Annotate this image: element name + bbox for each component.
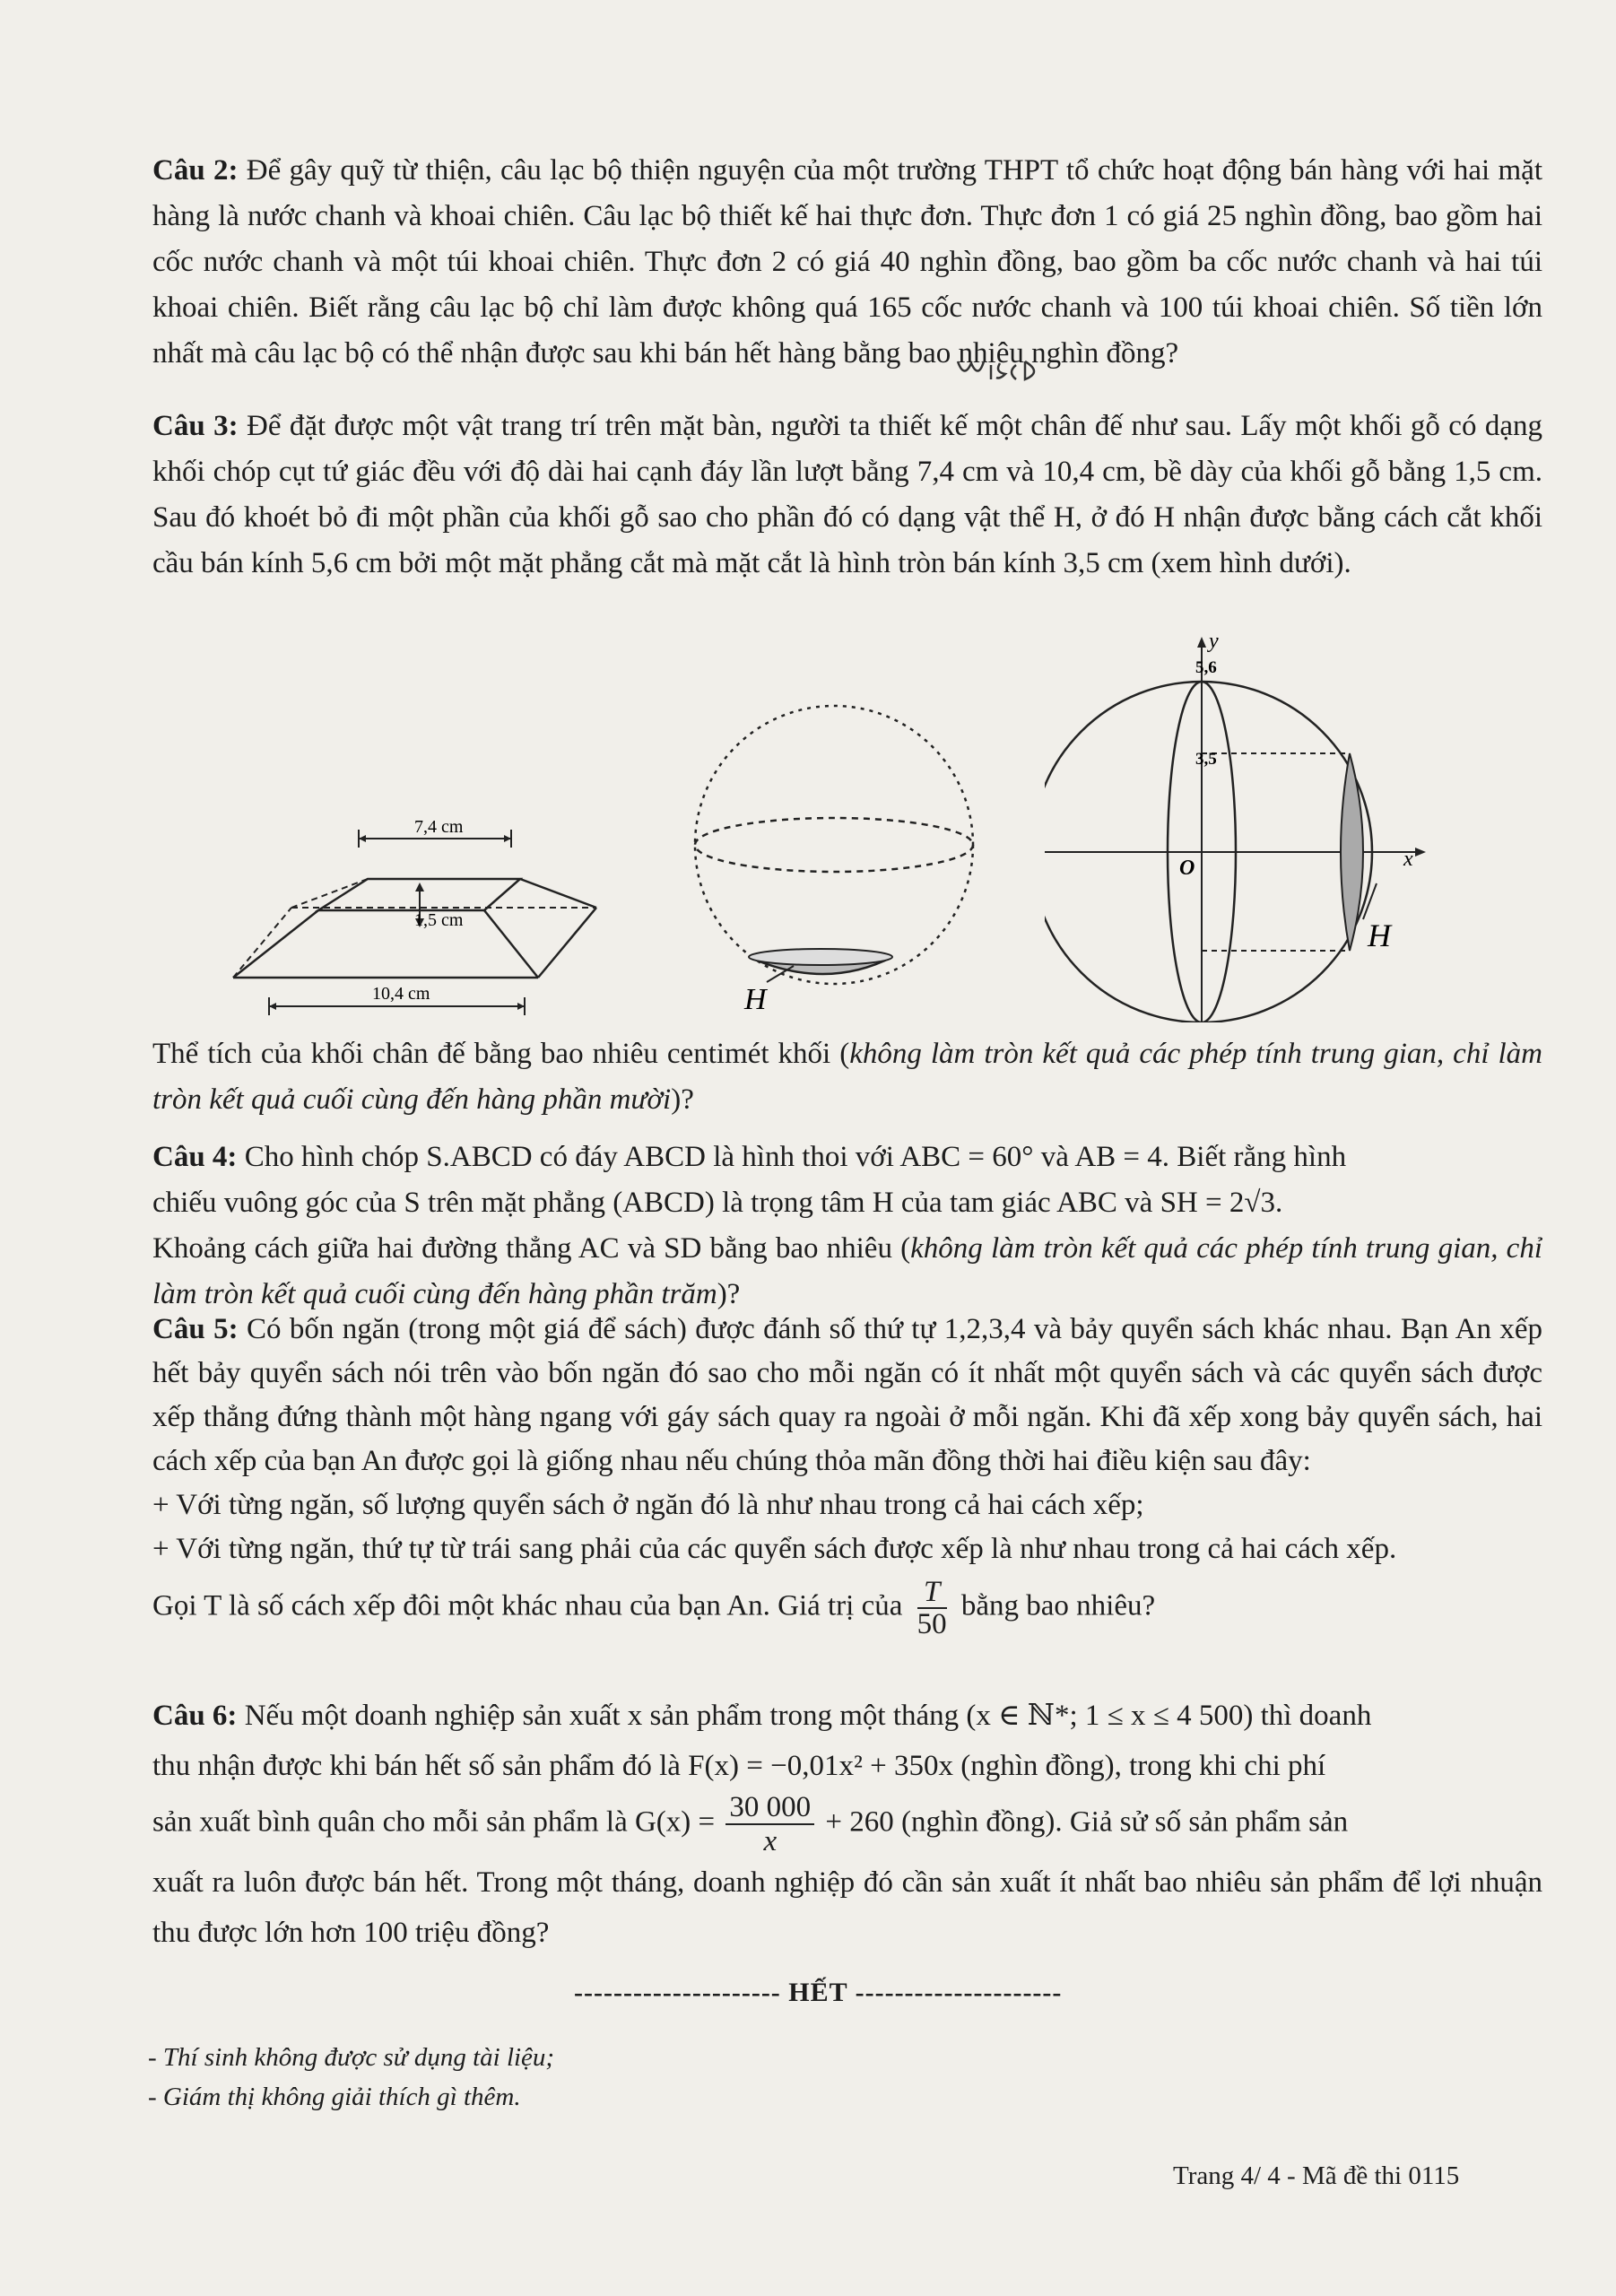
end-marker: --------------------- HẾT --------------------- [574,1978,1063,2007]
question-5-last-line [152,1577,1542,1639]
question-3-text: Để đặt được một vật trang trí trên mặt bàn, người ta thiết kế một chân đế như sau. Lấy một khối gỗ có dạng khối chóp cụt tứ giác đều với độ dài hai cạnh đáy lần lượt bằng 7,4 cm và 10,4 cm, bề dày của khối gỗ bằng 1,5 cm. Sau đó khoét bỏ đi một phần của khối gỗ sao cho phần đó có dạng vật thể H, ở đó H nhận được bằng cách cắt khối cầu bán kính 5,6 cm bởi một mặt phẳng cắt mà mặt cắt là hình tròn bán kính 3,5 cm (xem hình dưới). [152,410,1542,579]
question-4-line-2: chiếu vuông góc của S trên mặt phẳng (ABCD) là trọng tâm H của tam giác ABC và SH = 2√3. [152,1187,1283,1219]
g-fraction-numerator: 30 000 [725,1791,814,1825]
question-5-condition-1: + Với từng ngăn, số lượng quyển sách ở ngăn đó là như nhau trong cả hai cách xếp; [152,1489,1144,1521]
question-3 [152,404,1542,587]
question-4-line-3-end: )? [717,1278,741,1310]
question-4-line-1: Cho hình chóp S.ABCD có đáy ABCD là hình thoi với ABC = 60° và AB = 4. Biết rằng hình [244,1141,1347,1173]
question-3-ask [152,1031,1542,1123]
question-5-last-b: bằng bao nhiêu? [960,1589,1156,1622]
question-6-line-1: Nếu một doanh nghiệp sản xuất x sản phẩm trong một tháng (x ∈ ℕ*; 1 ≤ x ≤ 4 500) thì doanh [244,1700,1372,1732]
cap-label-h: H [1368,918,1391,953]
question-4-label: Câu 4: [152,1141,238,1173]
note-1: - Thí sinh không được sử dụng tài liệu; [148,2043,555,2072]
t-over-50-fraction [917,1577,947,1639]
question-6 [152,1691,1542,1958]
frustum-figure [215,807,628,1031]
y-axis-label: y [1209,630,1219,653]
g-fraction-denominator: x [763,1825,778,1857]
fraction-denominator: 50 [917,1608,947,1640]
question-5-text: Có bốn ngăn (trong một giá để sách) được đánh số thứ tự 1,2,3,4 và bảy quyển sách khác nhau. Bạn An xếp hết bảy quyển sách nói trên vào bốn ngăn đó sao cho mỗi ngăn có ít nhất một quyển sách và các quyển sách được xếp thẳng đứng thành một hàng ngang với gáy sách quay ra ngoài ở mỗi ngăn. Khi đã xếp xong bảy quyển sách, hai cách xếp của bạn An được gọi là giống nhau nếu chúng thỏa mãn đồng thời hai điều kiện sau đây: [152,1313,1542,1477]
question-4-line-3: Khoảng cách giữa hai đường thẳng AC và SD bằng bao nhiêu ( [152,1232,911,1265]
sphere-figure [668,677,1004,1022]
question-2-label: Câu 2: [152,154,239,187]
fraction-numerator: T [917,1577,947,1609]
question-6-line-4: xuất ra luôn được bán hết. Trong một tháng, doanh nghiệp đó cần sản xuất ít nhất bao nhiêu sản phẩm để lợi nhuận thu được lớn hơn 100 triệu đồng? [152,1866,1542,1949]
question-4-line-3-italic: không làm tròn kết quả các phép tính trung gian, chỉ làm tròn kết quả cuối cùng đến hàng phần trăm [152,1232,1542,1310]
question-6-line-3a: sản xuất bình quân cho mỗi sản phẩm là G(x) = [152,1805,716,1839]
x-axis-label: x [1403,848,1413,871]
page-footer: Trang 4/ 4 - Mã đề thi 0115 [1173,2161,1460,2190]
origin-label: O [1179,857,1195,880]
question-3-ask-text: Thể tích của khối chân đế bằng bao nhiêu centimét khối ( [152,1038,850,1070]
question-6-line-3 [152,1791,1542,1857]
question-6-line-2: thu nhận được khi bán hết số sản phẩm đó là F(x) = −0,01x² + 350x (nghìn đồng), trong khi chi phí [152,1750,1326,1782]
question-3-ask-italic: không làm tròn kết quả các phép tính trung gian, chỉ làm tròn kết quả cuối cùng đến hàng phần mười [152,1038,1542,1116]
question-4 [152,1135,1542,1318]
bottom-edge-label: 10,4 cm [372,984,430,1004]
question-6-label: Câu 6: [152,1700,238,1732]
question-2 [152,148,1542,377]
question-2-text: Để gây quỹ từ thiện, câu lạc bộ thiện nguyện của một trường THPT tổ chức hoạt động bán hàng với hai mặt hàng là nước chanh và khoai chiên. Câu lạc bộ thiết kế hai thực đơn. Thực đơn 1 có giá 25 nghìn đồng, bao gồm hai cốc nước chanh và một túi khoai chiên. Thực đơn 2 có giá 40 nghìn đồng, bao gồm ba cốc nước chanh và hai túi khoai chiên. Biết rằng câu lạc bộ chỉ làm được không quá 165 cốc nước chanh và 100 túi khoai chiên. Số tiền lớn nhất mà câu lạc bộ có thể nhận được sau khi bán hết hàng bằng bao nhiêu nghìn đồng? [152,154,1542,370]
question-3-label: Câu 3: [152,410,239,442]
g-fraction [725,1791,814,1857]
cross-section-figure [1045,628,1466,1022]
question-5 [152,1308,1542,1639]
cap-label: H [744,983,767,1016]
height-label: 1,5 cm [414,910,464,930]
radius-56-label: 5,6 [1195,658,1217,677]
question-3-ask-end: )? [671,1083,694,1116]
question-5-label: Câu 5: [152,1313,239,1345]
note-2: - Giám thị không giải thích gì thêm. [148,2083,521,2111]
question-5-condition-2: + Với từng ngăn, thứ tự từ trái sang phải của các quyển sách được xếp là như nhau trong cả hai cách xếp. [152,1533,1397,1565]
question-5-last-a: Gọi T là số cách xếp đôi một khác nhau của bạn An. Giá trị của [152,1589,903,1622]
top-edge-label: 7,4 cm [414,817,464,837]
question-6-line-3b: + 260 (nghìn đồng). Giả sử số sản phẩm sản [825,1805,1349,1839]
radius-35-label: 3,5 [1195,750,1217,769]
handwritten-answer-mark [953,345,1052,390]
